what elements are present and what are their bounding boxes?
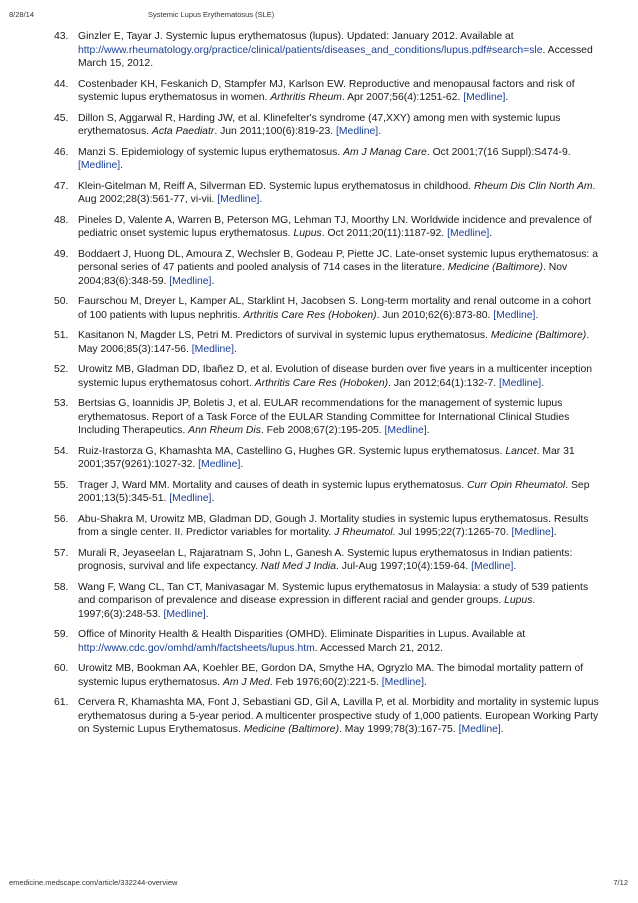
citation-text: Manzi S. Epidemiology of systemic lupus erythematosus. xyxy=(78,146,344,158)
medline-link[interactable]: [Medline] xyxy=(499,377,542,389)
reference-item xyxy=(46,112,602,139)
citation-text: Trager J, Ward MM. Mortality and causes of death in systemic lupus erythematosus. xyxy=(78,479,468,491)
journal-title: Arthritis Rheum xyxy=(270,92,342,104)
citation-text: . xyxy=(378,126,382,138)
journal-title: Medicine (Baltimore) xyxy=(490,330,587,342)
medline-link[interactable]: [Medline] xyxy=(471,561,514,573)
reference-text xyxy=(78,181,595,206)
reference-text xyxy=(78,31,593,69)
reference-text xyxy=(78,446,575,471)
medline-link[interactable]: [Medline] xyxy=(217,194,260,206)
citation-text: Ginzler E, Tayar J. Systemic lupus erythematosus (lupus). Updated: January 2012. Available at xyxy=(78,31,514,42)
reference-item xyxy=(46,30,602,71)
reference-list xyxy=(46,30,602,744)
reference-number: 50. xyxy=(54,296,69,308)
medline-link[interactable]: [Medline] xyxy=(336,126,379,138)
reference-item xyxy=(46,78,602,105)
reference-text xyxy=(78,480,589,505)
journal-title: Acta Paediatr xyxy=(151,126,215,138)
citation-text: . Feb 2008;67(2):195-205. xyxy=(260,425,385,437)
reference-number: 57. xyxy=(54,547,69,559)
citation-text: Office of Minority Health & Health Disparities (OMHD). Eliminate Disparities in Lupus. Available at xyxy=(78,629,526,641)
reference-item xyxy=(46,180,602,207)
citation-text: Bertsias G, Ioannidis JP, Boletis J, et al. EULAR recommendations for the management of systemic lupus erythematosus. Report of a Task Force of the EULAR Standing Committee for International Clinical Studies Including Therapeutics. xyxy=(78,398,570,437)
page-footer xyxy=(0,878,638,890)
citation-text: . May 2006;85(3):147-56. xyxy=(78,330,590,355)
reference-text xyxy=(78,663,583,688)
reference-number: 43. xyxy=(54,31,69,42)
reference-text xyxy=(78,697,599,735)
journal-title: J Rheumatol xyxy=(334,527,393,539)
page-number: 7/12 xyxy=(613,878,628,887)
journal-title: Curr Opin Rheumatol xyxy=(467,479,566,491)
citation-text: . Nov 2004;83(6):348-59. xyxy=(78,262,568,287)
medline-link[interactable]: [Medline] xyxy=(78,160,121,172)
journal-title: Rheum Dis Clin North Am xyxy=(473,180,593,192)
citation-text: . xyxy=(211,493,215,505)
journal-title: Ann Rheum Dis xyxy=(188,425,261,437)
document-title: Systemic Lupus Erythematosus (SLE) xyxy=(148,10,275,19)
reference-item xyxy=(46,295,602,322)
medline-link[interactable]: [Medline] xyxy=(191,343,234,355)
reference-number: 56. xyxy=(54,513,69,525)
citation-text: . Jan 2012;64(1):132-7. xyxy=(388,377,500,389)
url-link[interactable]: http://www.cdc.gov/omhd/amh/factsheets/lupus.htm xyxy=(78,642,315,654)
citation-text: Pineles D, Valente A, Warren B, Peterson MG, Lehman TJ, Moorthy LN. Worldwide incidence and prevalence of pediatric onset systemic lupus erythematosus. xyxy=(78,214,592,240)
reference-number: 55. xyxy=(54,479,69,491)
reference-text xyxy=(78,364,592,389)
medline-link[interactable]: [Medline] xyxy=(381,676,424,688)
citation-text: . Feb 1976;60(2):221-5. xyxy=(269,676,382,688)
reference-number: 45. xyxy=(54,112,69,124)
citation-text: Urowitz MB, Bookman AA, Koehler BE, Gordon DA, Smythe HA, Ogryzlo MA. The bimodal mortality pattern of systemic lupus erythematosus. xyxy=(78,663,584,688)
citation-text: . Accessed March 21, 2012. xyxy=(314,642,444,654)
journal-title: Lancet xyxy=(505,445,537,457)
reference-number: 61. xyxy=(54,697,69,709)
citation-text: . Jul 1995;22(7):1265-70. xyxy=(392,527,512,539)
citation-text: . Mar 31 2001;357(9261):1027-32. xyxy=(78,445,575,471)
citation-text: . xyxy=(233,343,237,355)
reference-item xyxy=(46,662,602,689)
reference-text xyxy=(78,79,575,104)
citation-text: Faurschou M, Dreyer L, Kamper AL, Starklint H, Jacobsen S. Long-term mortality and renal outcome in a cohort of 100 patients with lupus nephritis. xyxy=(78,296,591,321)
reference-item xyxy=(46,445,602,472)
reference-number: 58. xyxy=(54,581,69,593)
reference-number: 53. xyxy=(54,398,69,410)
reference-text xyxy=(78,215,592,240)
reference-number: 48. xyxy=(54,214,69,226)
citation-text: . xyxy=(513,561,517,573)
reference-item xyxy=(46,397,602,438)
medline-link[interactable]: [Medline] xyxy=(463,92,506,104)
reference-item xyxy=(46,513,602,540)
medline-link[interactable]: [Medline] xyxy=(169,275,212,287)
citation-text: . Sep 2001;13(5):345-51. xyxy=(78,479,590,505)
reference-number: 47. xyxy=(54,180,69,192)
citation-text: . xyxy=(423,676,427,688)
citation-text: . Aug 2002;28(3):561-77, vi-vii. xyxy=(78,180,596,206)
reference-item xyxy=(46,479,602,506)
citation-text: . xyxy=(489,228,493,240)
reference-text xyxy=(78,629,525,654)
reference-text xyxy=(78,330,589,355)
reference-item xyxy=(46,696,602,737)
reference-item xyxy=(46,329,602,356)
citation-text: Abu-Shakra M, Urowitz MB, Gladman DD, Gough J. Mortality studies in systemic lupus erythematosus. Results from a single center. II. Predictor variables for mortality. xyxy=(78,513,589,539)
citation-text: . xyxy=(211,275,215,287)
citation-text: . xyxy=(553,527,557,539)
citation-text: . Jun 2011;100(6):819-23. xyxy=(214,126,337,138)
journal-title: Arthritis Care Res (Hoboken) xyxy=(243,309,377,321)
page-header xyxy=(0,10,638,22)
print-date: 8/28/14 xyxy=(9,10,35,19)
reference-text xyxy=(78,582,588,620)
journal-title: Lupus xyxy=(504,595,533,607)
medline-link[interactable]: [Medline] xyxy=(163,608,206,620)
reference-item xyxy=(46,248,602,289)
citation-text: . Oct 2011;20(11):1187-92. xyxy=(321,228,448,240)
journal-title: Am J Manag Care xyxy=(343,146,427,158)
citation-text: . xyxy=(500,724,504,736)
journal-title: Am J Med xyxy=(222,676,270,688)
citation-text: . xyxy=(240,459,244,471)
reference-item xyxy=(46,146,602,173)
medline-link[interactable]: [Medline] xyxy=(511,527,554,539)
citation-text: . xyxy=(426,425,430,437)
citation-text: . Accessed March 15, 2012. xyxy=(78,44,593,70)
reference-number: 49. xyxy=(54,248,69,260)
reference-item xyxy=(46,363,602,390)
citation-text: Wang F, Wang CL, Tan CT, Manivasagar M. Systemic lupus erythematosus in Malaysia: a study of 539 patients and comparison of prevalence and disease expression in different racial and gender groups. xyxy=(78,581,589,607)
url-link[interactable]: http://www.rheumatology.org/practice/clinical/patients/diseases_and_conditions/lupus.pdf#search=sle xyxy=(78,44,543,56)
reference-number: 52. xyxy=(54,364,69,376)
reference-number: 46. xyxy=(54,146,69,158)
citation-text: Kasitanon N, Magder LS, Petri M. Predictors of survival in systemic lupus erythematosus. xyxy=(78,330,491,342)
source-url: emedicine.medscape.com/article/332244-overview xyxy=(9,878,178,887)
citation-text: . xyxy=(505,92,509,104)
citation-text: Costenbader KH, Feskanich D, Stampfer MJ, Karlson EW. Reproductive and menopausal factors and risk of systemic lupus erythematosus in women. xyxy=(78,78,575,104)
reference-item xyxy=(46,581,602,622)
reference-number: 59. xyxy=(54,629,69,641)
reference-number: 60. xyxy=(54,663,69,675)
medline-link[interactable]: [Medline] xyxy=(447,228,490,240)
reference-item xyxy=(46,214,602,241)
citation-text: . xyxy=(205,608,209,620)
reference-text xyxy=(78,548,572,573)
journal-title: Medicine (Baltimore) xyxy=(447,262,543,274)
journal-title: Medicine (Baltimore) xyxy=(243,724,340,736)
citation-text: . Jun 2010;62(6):873-80. xyxy=(376,309,494,321)
medline-link[interactable]: [Medline] xyxy=(493,309,536,321)
reference-number: 54. xyxy=(54,445,69,457)
citation-text: . xyxy=(535,309,539,321)
journal-title: Arthritis Care Res (Hoboken) xyxy=(254,377,389,389)
citation-text: Murali R, Jeyaseelan L, Rajaratnam S, John L, Ganesh A. Systemic lupus erythematosus in Indian patients: prognosis, survival and life expectancy. xyxy=(78,547,573,573)
reference-text xyxy=(78,113,560,138)
reference-text xyxy=(78,249,598,287)
citation-text: . xyxy=(259,194,263,206)
citation-text: . Apr 2007;56(4):1251-62. xyxy=(341,92,464,104)
medline-link[interactable]: [Medline] xyxy=(198,459,241,471)
citation-text: . xyxy=(120,160,124,172)
medline-link[interactable]: [Medline] xyxy=(384,425,427,437)
reference-number: 44. xyxy=(54,78,69,90)
reference-item xyxy=(46,628,602,655)
medline-link[interactable]: [Medline] xyxy=(169,493,212,505)
reference-text xyxy=(78,147,571,172)
citation-text: . xyxy=(541,377,545,389)
reference-item xyxy=(46,547,602,574)
citation-text: Boddaert J, Huong DL, Amoura Z, Wechsler B, Godeau P, Piette JC. Late-onset systemic lupus erythematosus: a personal series of 47 patients and pooled analysis of 714 cases in the literature. xyxy=(78,248,598,274)
citation-text: . May 1999;78(3):167-75. xyxy=(339,724,459,736)
citation-text: Ruiz-Irastorza G, Khamashta MA, Castellino G, Hughes GR. Systemic lupus erythematosus. xyxy=(78,445,506,457)
journal-title: Natl Med J India xyxy=(260,561,336,573)
reference-text xyxy=(78,398,569,436)
citation-text: . Oct 2001;7(16 Suppl):S474-9. xyxy=(426,146,571,158)
reference-text xyxy=(78,514,588,539)
citation-text: Dillon S, Aggarwal R, Harding JW, et al. Klinefelter's syndrome (47,XXY) among men with systemic lupus erythematosus. xyxy=(78,112,561,138)
reference-text xyxy=(78,296,591,321)
citation-text: Cervera R, Khamashta MA, Font J, Sebastiani GD, Gil A, Lavilla P, et al. Morbidity and mortality in systemic lupus erythematosus during a 5-year period. A multicenter prospective study of 1,000 patients. European Working Party on Systemic Lupus Erythematosus. xyxy=(78,697,599,736)
reference-number: 51. xyxy=(54,330,69,342)
citation-text: Urowitz MB, Gladman DD, Ibañez D, et al. Evolution of disease burden over five years in a multicenter inception systemic lupus erythematosus cohort. xyxy=(78,364,593,389)
citation-text: Klein-Gitelman M, Reiff A, Silverman ED. Systemic lupus erythematosus in childhood. xyxy=(78,180,474,192)
medline-link[interactable]: [Medline] xyxy=(458,724,501,736)
citation-text: . 1997;6(3):248-53. xyxy=(78,595,536,620)
citation-text: . Jul-Aug 1997;10(4):159-64. xyxy=(336,561,472,573)
journal-title: Lupus xyxy=(293,228,322,240)
